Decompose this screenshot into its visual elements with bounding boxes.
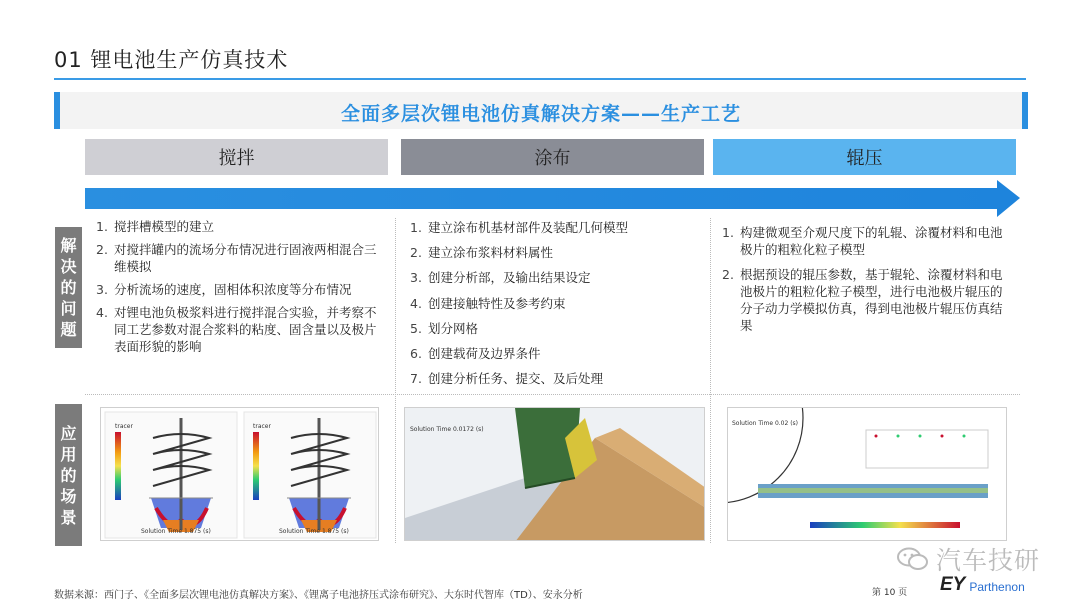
- step-text: 创建接触特性及参考约束: [428, 295, 566, 311]
- coating-steps: [410, 219, 700, 395]
- ey-logo-text: EY: [940, 574, 966, 595]
- side-label-char: 应: [60, 423, 77, 443]
- step-number: 6.: [410, 345, 422, 361]
- step-text: 搅拌槽模型的建立: [114, 219, 215, 234]
- step-number: 5.: [410, 320, 422, 336]
- step-number: 4.: [96, 305, 108, 320]
- mixing-steps: [96, 218, 382, 361]
- colorbar-label: tracer: [253, 423, 271, 430]
- step-number: 3.: [96, 282, 108, 297]
- list-item: [410, 295, 700, 312]
- list-item: [722, 266, 1007, 334]
- page-number: 第 10 页: [872, 588, 908, 598]
- step-number: 3.: [410, 270, 422, 286]
- step-text: 创建分析部，及输出结果设定: [428, 270, 591, 286]
- solution-time-label: Solution Time 0.0172 (s): [410, 426, 484, 433]
- step-number: 1.: [722, 225, 734, 240]
- step-text: 划分网格: [428, 320, 479, 336]
- step-text: 建立涂布机基材部件及装配几何模型: [428, 220, 629, 235]
- list-item: [410, 370, 700, 387]
- step-text: 构建微观至介观尺度下的轧辊、涂覆材料和电池极片的粗粒化粒子模型: [740, 225, 1003, 257]
- step-text: 分析流场的速度，固相体积浓度等分布情况: [114, 282, 352, 297]
- watermark: [896, 545, 1040, 573]
- step-number: 2.: [722, 267, 734, 282]
- coating-simulation-image: [404, 407, 705, 541]
- stage-coating: 涂布: [401, 139, 704, 175]
- list-item: [410, 320, 700, 337]
- wechat-icon: [896, 547, 930, 571]
- step-number: 1.: [96, 219, 108, 234]
- mixing-simulation-image: [100, 407, 379, 541]
- side-label-char: 的: [60, 278, 77, 297]
- solution-banner: [54, 92, 1028, 129]
- watermark-text: 汽车技研: [936, 546, 1041, 575]
- stage-mixing: 搅拌: [85, 139, 388, 175]
- list-item: [410, 244, 700, 261]
- side-label-char: 解: [60, 236, 77, 255]
- rolling-steps: [722, 224, 1007, 342]
- side-label-char: 的: [60, 465, 77, 485]
- brand-logo: [940, 574, 1025, 596]
- list-item: [410, 219, 700, 236]
- side-label-char: 场: [60, 486, 77, 506]
- column-divider: [395, 218, 396, 543]
- step-text: 建立涂布浆料材料属性: [428, 245, 554, 261]
- column-divider: [710, 218, 711, 543]
- side-label-char: 决: [60, 257, 77, 276]
- step-text: 创建载荷及边界条件: [428, 345, 541, 361]
- list-item: [410, 345, 700, 362]
- step-text: 根据预设的辊压参数，基于辊轮、涂覆材料和电池极片的粗粒化粒子模型，进行电池极片辊压的分子动力学模拟仿真，得到电池极片辊压仿真结果: [740, 267, 1003, 333]
- title-rule: [54, 78, 1026, 80]
- mixing-simulation-graphic: [101, 408, 379, 541]
- list-item: [96, 281, 382, 298]
- side-label-problems: [55, 227, 82, 348]
- side-label-char: 景: [60, 507, 77, 527]
- rolling-simulation-image: [727, 407, 1007, 541]
- list-item: [96, 241, 382, 275]
- solution-time-label: Solution Time 1.875 (s): [279, 528, 349, 535]
- process-flow-arrow: [85, 180, 1020, 220]
- side-label-char: 用: [60, 444, 77, 464]
- solution-time-label: Solution Time 1.875 (s): [141, 528, 211, 535]
- parthenon-logo-text: Parthenon: [969, 580, 1025, 594]
- banner-text: 全面多层次锂电池仿真解决方案——生产工艺: [340, 103, 741, 125]
- data-source: 数据来源：西门子、《全面多层次锂电池仿真解决方案》、《锂离子电池挤压式涂布研究》、大东时代智库（TD）、安永分析: [54, 590, 583, 601]
- slide-title: 01 锂电池生产仿真技术: [54, 48, 289, 72]
- list-item: [96, 218, 382, 235]
- step-text: 创建分析任务、提交、及后处理: [428, 371, 604, 387]
- list-item: [722, 224, 1007, 258]
- stage-rolling: 辊压: [713, 139, 1016, 175]
- solution-time-label: Solution Time 0.02 (s): [732, 420, 799, 427]
- side-label-applications: [55, 404, 82, 546]
- step-number: 7.: [410, 371, 422, 387]
- step-number: 1.: [410, 220, 422, 235]
- side-label-char: 题: [60, 320, 77, 339]
- step-number: 2.: [410, 245, 422, 261]
- step-text: 对锂电池负极浆料进行搅拌混合实验，并考察不同工艺参数对混合浆料的粘度、固含量以及极片表面形貌的影响: [114, 305, 377, 354]
- step-text: 对搅拌罐内的流场分布情况进行固液两相混合三维模拟: [114, 242, 377, 274]
- step-number: 2.: [96, 242, 108, 257]
- rolling-simulation-graphic: [728, 408, 1007, 541]
- side-label-char: 问: [60, 299, 77, 318]
- step-number: 4.: [410, 295, 422, 311]
- colorbar-label: tracer: [115, 423, 133, 430]
- list-item: [410, 269, 700, 286]
- list-item: [96, 304, 382, 355]
